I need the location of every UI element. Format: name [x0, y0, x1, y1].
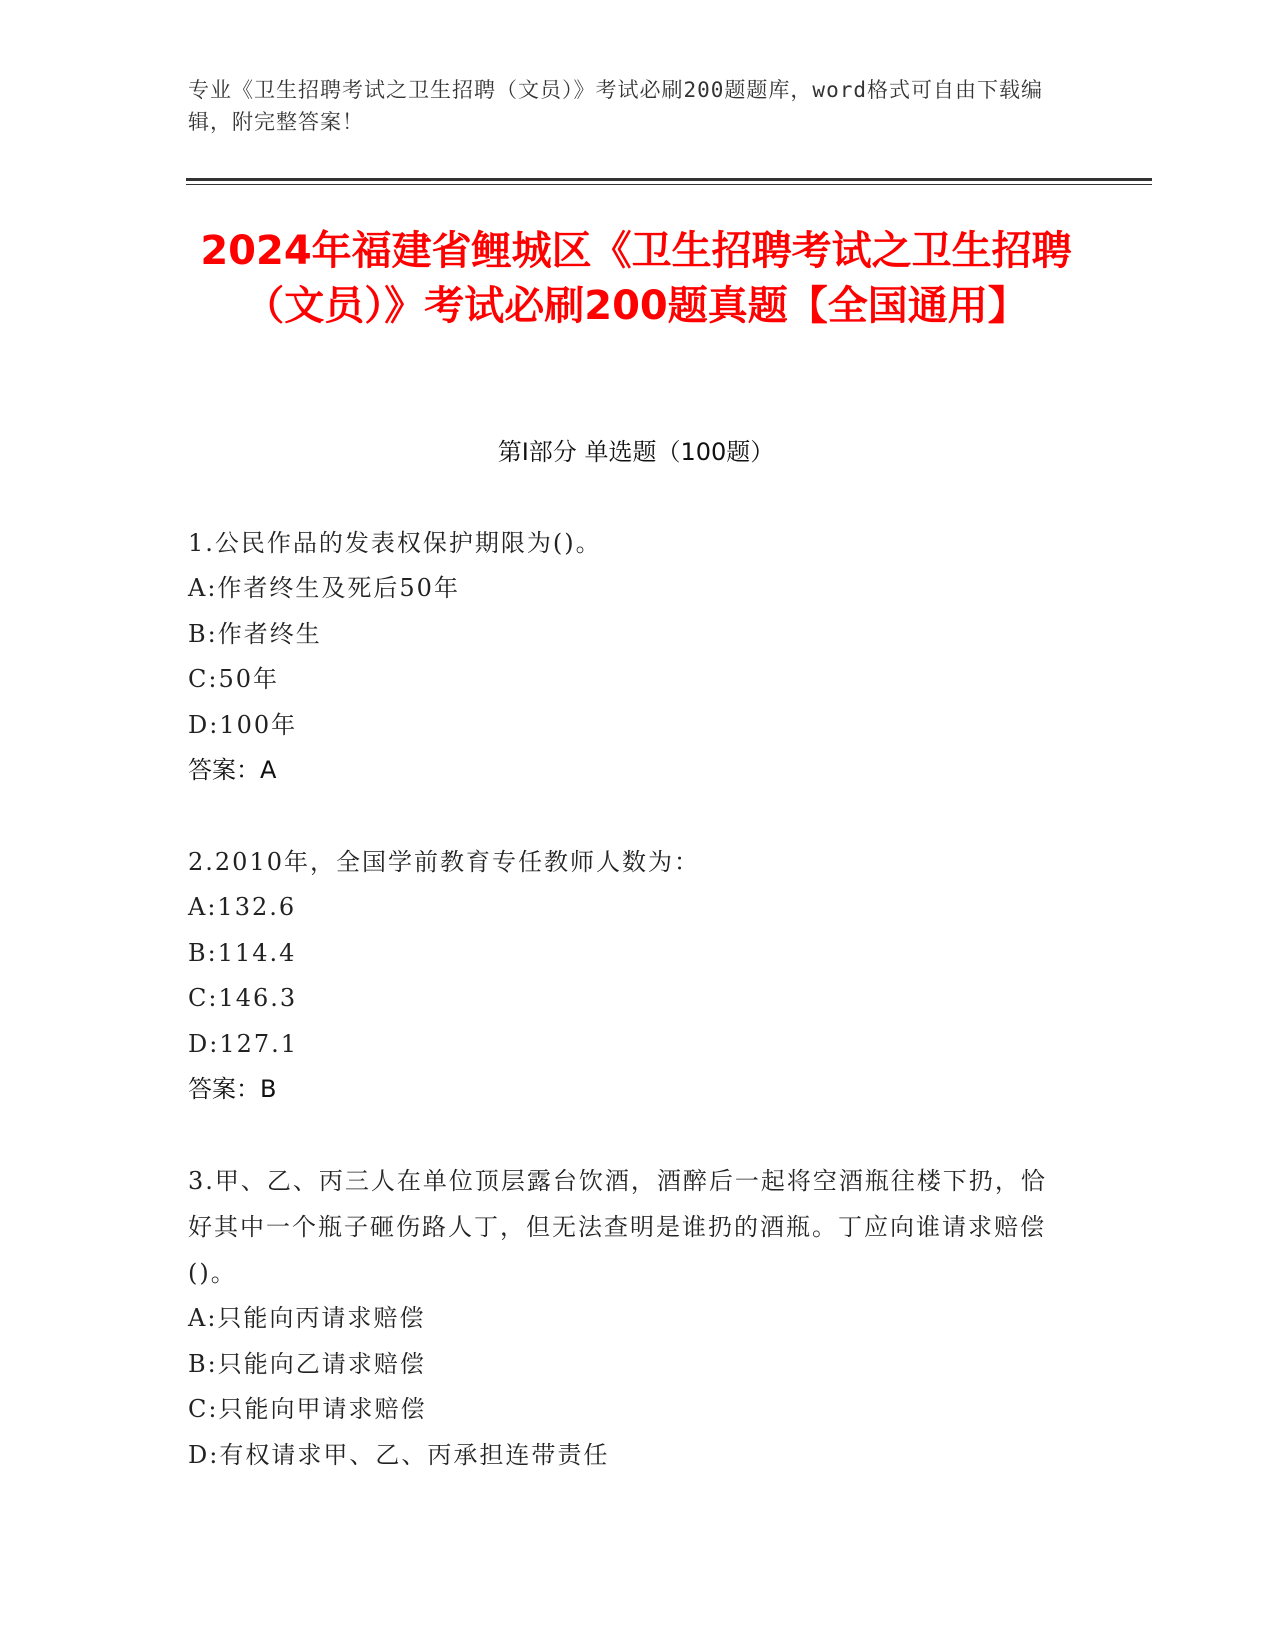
option-c: C:50年 — [188, 665, 279, 693]
question-block — [188, 839, 1068, 1113]
answer-text: 答案：A — [188, 756, 277, 784]
option-a: A:只能向丙请求赔偿 — [188, 1304, 426, 1332]
option-d: D:有权请求甲、乙、丙承担连带责任 — [188, 1440, 610, 1469]
header-divider-thin — [186, 184, 1152, 185]
question-stem: 1.公民作品的发表权保护期限为()。 — [188, 529, 602, 557]
option-d: D:100年 — [188, 710, 298, 739]
option-b: B:作者终生 — [188, 619, 322, 648]
option-a: A:132.6 — [188, 893, 297, 921]
option-a: A:作者终生及死后50年 — [188, 574, 460, 602]
header-divider-thick — [186, 178, 1152, 181]
question-stem: 2.2010年，全国学前教育专任教师人数为： — [188, 848, 700, 876]
question-stem: 3.甲、乙、丙三人在单位顶层露台饮酒，酒醉后一起将空酒瓶往楼下扔，恰好其中一个瓶子砸伤路人丁，但无法查明是谁扔的酒瓶。丁应向谁请求赔偿()。 — [188, 1167, 1047, 1287]
option-d: D:127.1 — [188, 1029, 299, 1058]
option-b: B:114.4 — [188, 938, 297, 967]
option-c: C:146.3 — [188, 984, 298, 1012]
question-block — [188, 1158, 1068, 1478]
option-b: B:只能向乙请求赔偿 — [188, 1349, 426, 1378]
section-heading: 第I部分 单选题（100题） — [497, 438, 775, 466]
option-c: C:只能向甲请求赔偿 — [188, 1395, 427, 1423]
document-intro: 专业《卫生招聘考试之卫生招聘（文员）》考试必刷200题题库，word格式可自由下载编辑，附完整答案！ — [188, 78, 1043, 134]
document-title: 2024年福建省鲤城区《卫生招聘考试之卫生招聘（文员）》考试必刷200题真题【全国通用】 — [200, 228, 1072, 329]
answer-text: 答案：B — [188, 1075, 277, 1103]
question-block — [188, 520, 1068, 794]
